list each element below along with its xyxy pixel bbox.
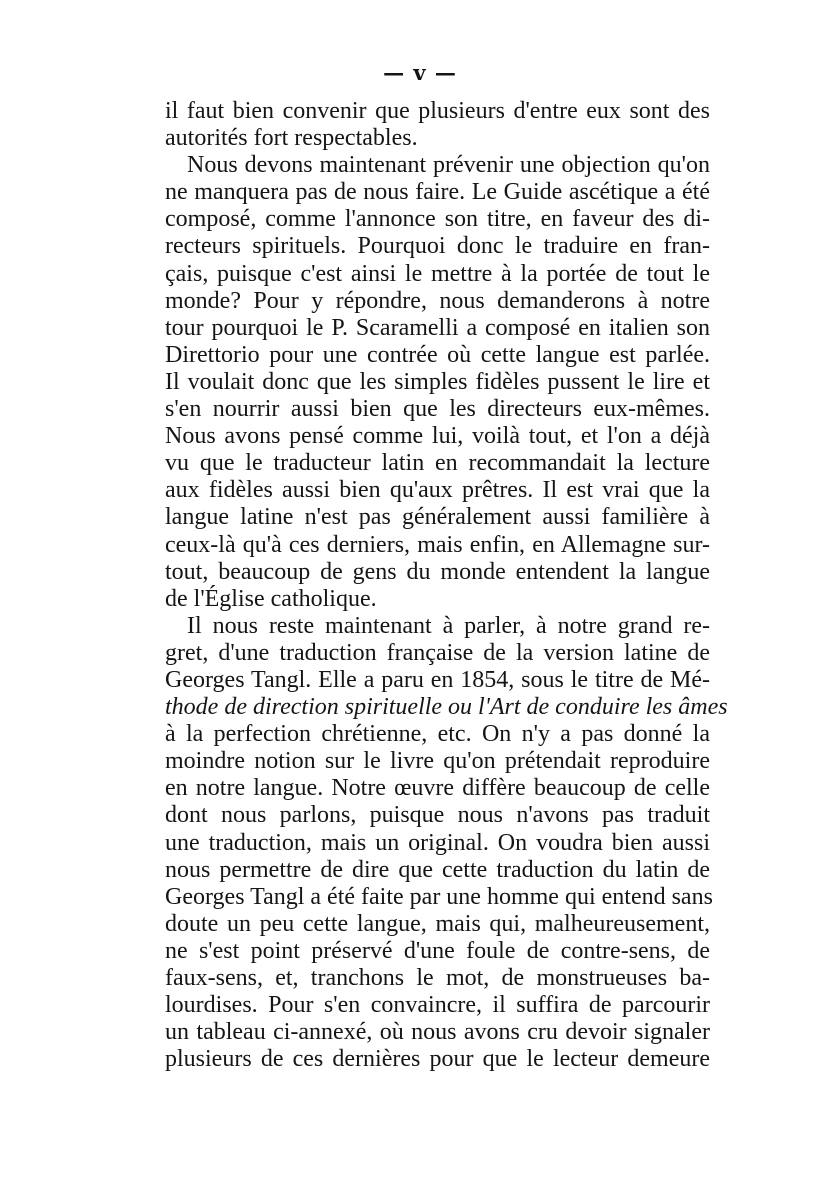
text-line: tour pourquoi le P. Scaramelli a composé en italien son — [165, 314, 710, 341]
text-line: tout, beaucoup de gens du monde entendent la langue — [165, 558, 710, 585]
text-line: composé, comme l'annonce son titre, en faveur des di- — [165, 206, 710, 233]
text-line: une traduction, mais un original. On voudra bien aussi — [165, 829, 710, 856]
text-line: un tableau ci-annexé, où nous avons cru devoir signaler — [165, 1019, 710, 1046]
text-line: monde? Pour y répondre, nous demanderons à notre — [165, 287, 710, 314]
text-line: vu que le traducteur latin en recommandait la lecture — [165, 450, 710, 477]
text-line: langue latine n'est pas généralement aussi familière à — [165, 504, 710, 531]
text-line: plusieurs de ces dernières pour que le lecteur demeure — [165, 1046, 710, 1073]
text-line: Nous avons pensé comme lui, voilà tout, et l'on a déjà — [165, 423, 710, 450]
text-line: gret, d'une traduction française de la version latine de — [165, 639, 710, 666]
text-line: de l'Église catholique. — [165, 585, 377, 612]
text-line: autorités fort respectables. — [165, 125, 418, 152]
text-line: recteurs spirituels. Pourquoi donc le traduire en fran- — [165, 233, 710, 260]
text-line: Il nous reste maintenant à parler, à notre grand re- — [187, 612, 710, 639]
text-line: çais, puisque c'est ainsi le mettre à la portée de tout le — [165, 260, 710, 287]
text-line: à la perfection chrétienne, etc. On n'y a pas donné la — [165, 721, 710, 748]
page-number-header: — v — — [383, 60, 457, 85]
text-line: faux-sens, et, tranchons le mot, de monstrueuses ba- — [165, 965, 710, 991]
text-line: thode de direction spirituelle ou l'Art de conduire les âmes — [165, 694, 728, 721]
text-line: s'en nourrir aussi bien que les directeurs eux-mêmes. — [165, 396, 710, 423]
text-line: dont nous parlons, puisque nous n'avons pas traduit — [165, 802, 710, 829]
text-line: ceux-là qu'à ces derniers, mais enfin, en Allemagne sur- — [165, 531, 710, 558]
text-line: il faut bien convenir que plusieurs d'entre eux sont des — [165, 98, 710, 124]
text-line: Georges Tangl a été faite par une homme qui entend sans — [165, 883, 713, 910]
text-line: aux fidèles aussi bien qu'aux prêtres. Il est vrai que la — [165, 477, 710, 504]
text-line: moindre notion sur le livre qu'on prétendait reproduire — [165, 748, 710, 775]
text-line: ne s'est point préservé d'une foule de contre-sens, de — [165, 937, 710, 964]
text-line: Nous devons maintenant prévenir une objection qu'on — [187, 152, 710, 179]
text-line: nous permettre de dire que cette traduction du latin de — [165, 856, 710, 883]
text-line: doute un peu cette langue, mais qui, malheureusement, — [165, 910, 710, 937]
text-line: Il voulait donc que les simples fidèles pussent le lire et — [165, 368, 710, 395]
text-line: ne manquera pas de nous faire. Le Guide ascétique a été — [165, 179, 710, 206]
text-line: en notre langue. Notre œuvre diffère beaucoup de celle — [165, 775, 710, 802]
body-text — [165, 98, 728, 1073]
text-line: lourdises. Pour s'en convaincre, il suffira de parcourir — [165, 992, 710, 1019]
text-line: Direttorio pour une contrée où cette langue est parlée. — [165, 341, 710, 368]
text-line: Georges Tangl. Elle a paru en 1854, sous le titre de Mé- — [165, 666, 710, 693]
